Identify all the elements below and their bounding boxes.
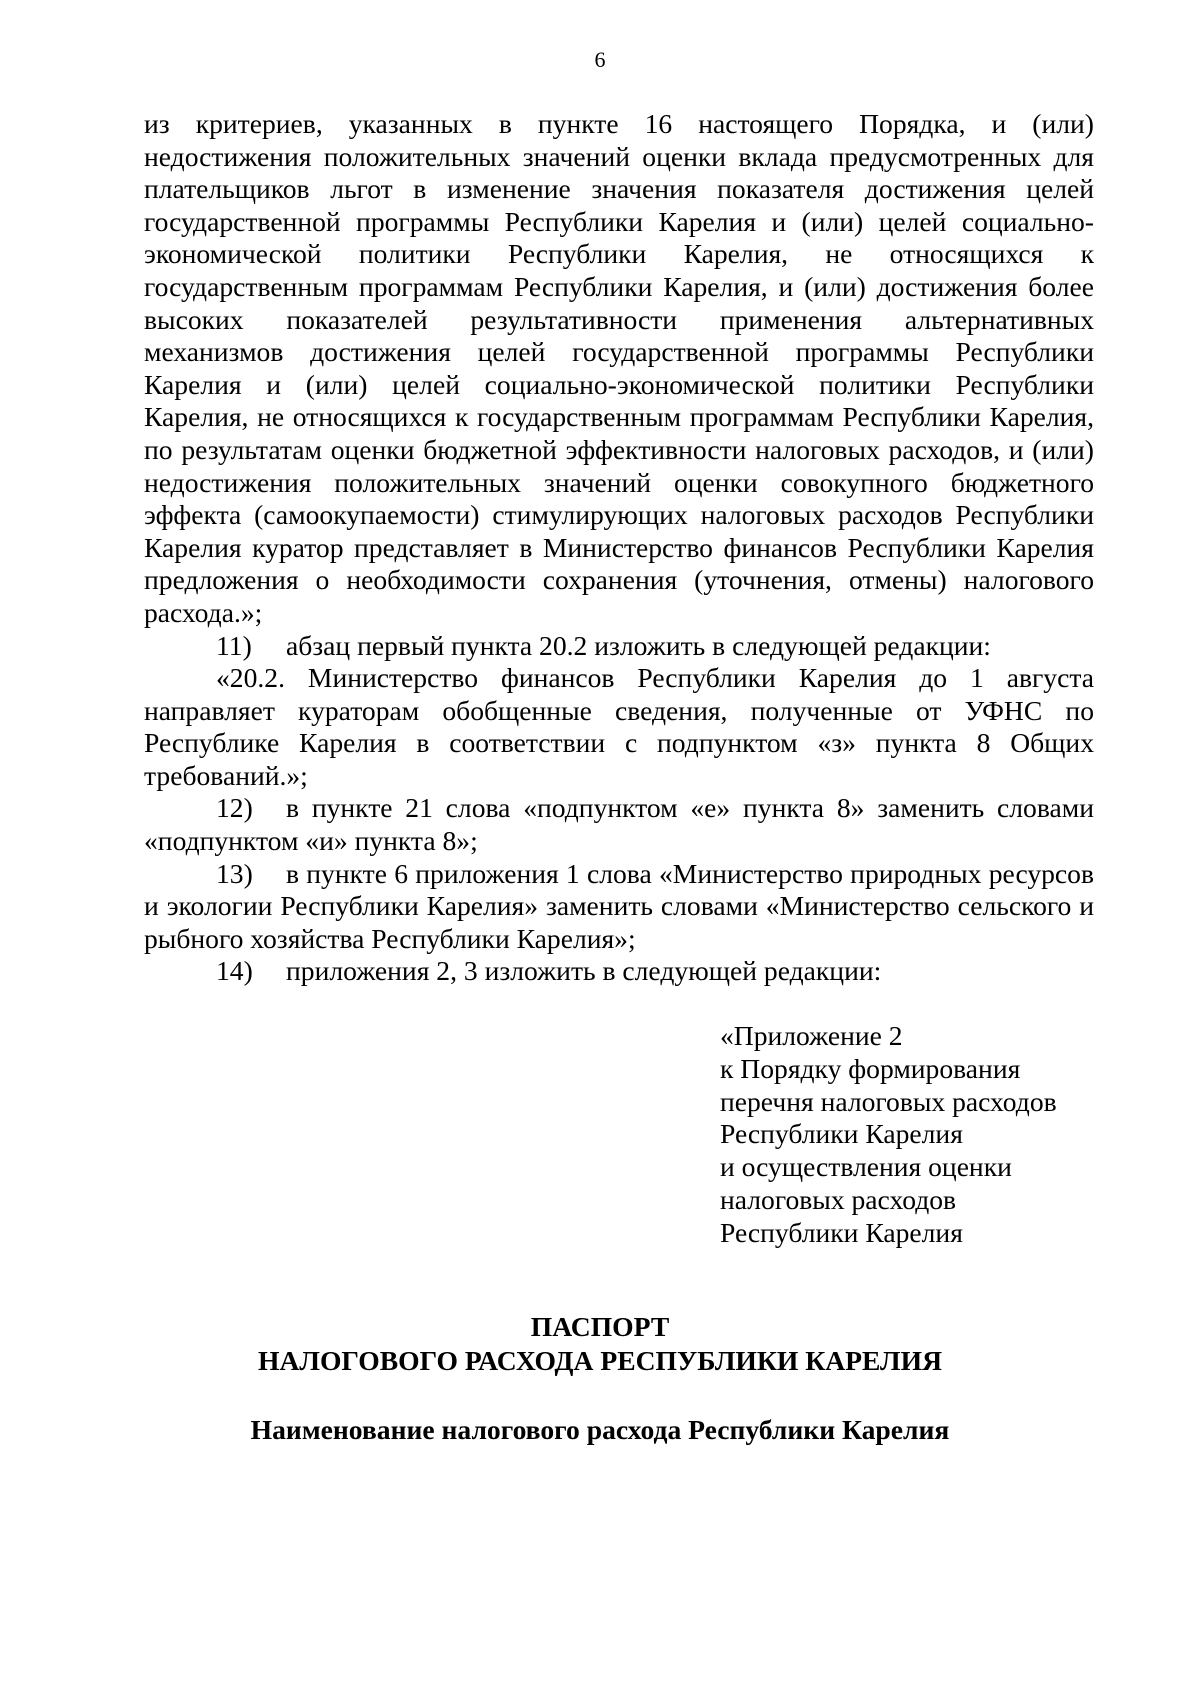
- appendix-line: «Приложение 2: [720, 1020, 903, 1051]
- page-number: 6: [594, 47, 606, 72]
- list-item-text: приложения 2, 3 изложить в следующей редакции:: [286, 955, 882, 987]
- list-item-text: абзац первый пункта 20.2 изложить в следующей редакции:: [286, 629, 991, 661]
- appendix-line: перечня налоговых расходов: [720, 1085, 1057, 1117]
- paragraph-text: из критериев, указанных в пункте 16 настоящего Порядка, и (или) недостижения положительных значений оценки вклада предусмотренных для плательщиков льгот в изменение значения показателя достижения целей государственной программы Республики Карелия и (или) целей социально-экономической политики Республики Карелия, не относящихся к государственным программам Республики Карелия, и (или) достижения более высоких показателей результативности применения альтернативных механизмов достижения целей государственной программы Республики Карелия и (или) целей социально-экономической политики Республики Карелия, не относящихся к государственным программам Республики Карелия, по результатам оценки бюджетной эффективности налоговых расходов, и (или) недостижения положительных значений оценки совокупного бюджетного эффекта (самоокупаемости) стимулирующих налоговых расходов Республики Карелия куратор представляет в Министерство финансов Республики Карелия предложения о необходимости сохранения (уточнения, отмены) налогового расхода.»;: [144, 108, 1094, 628]
- appendix-line: и осуществления оценки: [720, 1151, 1012, 1183]
- quoted-clause-20-2: [144, 662, 1094, 792]
- list-item-11: [144, 630, 1094, 663]
- list-item-14: [144, 955, 1094, 988]
- list-item-text: в пункте 21 слова «подпунктом «е» пункта 8» заменить словами «подпунктом «и» пункта 8»;: [144, 792, 1094, 857]
- list-item-text: в пункте 6 приложения 1 слова «Министерство природных ресурсов и экологии Республики Карелия» заменить словами «Министерство сельского и рыбного хозяйства Республики Карелия»;: [144, 857, 1094, 954]
- list-item-number: 11): [216, 629, 252, 661]
- title-line-1: ПАСПОРТ: [530, 1311, 670, 1342]
- appendix-line: Республики Карелия: [720, 1216, 963, 1248]
- appendix-line: Республики Карелия: [720, 1118, 963, 1150]
- section-heading: Наименование налогового расхода Республики Карелия: [250, 1414, 950, 1445]
- paragraph-continuation: [144, 108, 1094, 630]
- list-item-number: 12): [216, 792, 253, 824]
- appendix-line: к Порядку формирования: [720, 1052, 1021, 1084]
- paragraph-text: «20.2. Министерство финансов Республики Карелия до 1 августа направляет кураторам обобщенные сведения, полученные от УФНС по Республике Карелия в соответствии с подпунктом «з» пункта 8 Общих требований.»;: [144, 662, 1094, 791]
- list-item-13: [144, 858, 1094, 956]
- document-title: [0, 1310, 1200, 1378]
- list-item-number: 14): [216, 955, 253, 987]
- list-item-number: 13): [216, 857, 253, 889]
- appendix-line: налоговых расходов: [720, 1183, 957, 1215]
- title-line-2: НАЛОГОВОГО РАСХОДА РЕСПУБЛИКИ КАРЕЛИЯ: [258, 1345, 942, 1376]
- list-item-12: [144, 792, 1094, 857]
- body-text: [144, 108, 1094, 988]
- appendix-header: [720, 1020, 1120, 1250]
